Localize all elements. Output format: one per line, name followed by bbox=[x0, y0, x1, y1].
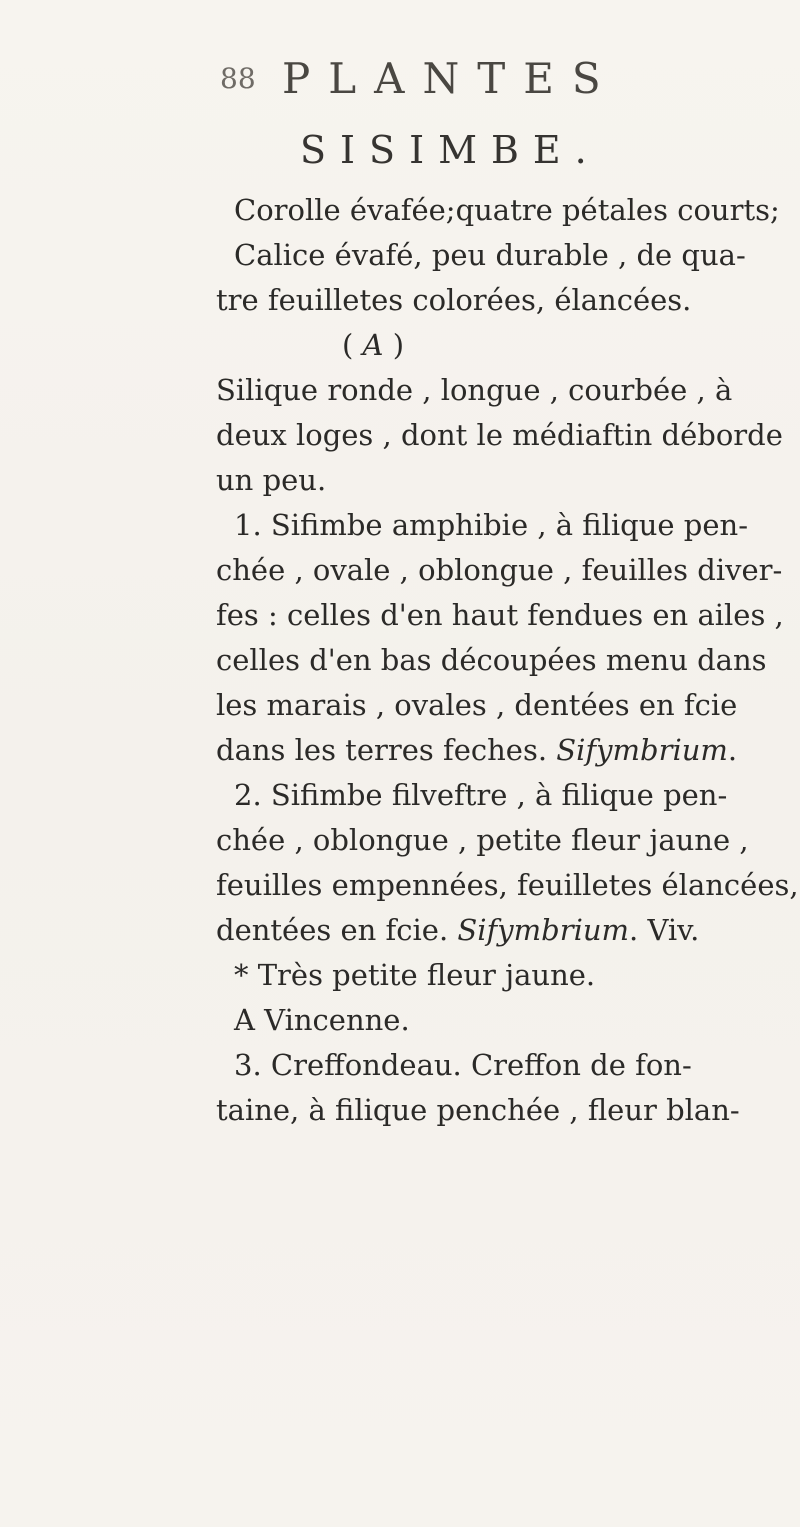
text-line: Silique ronde , longue , courbée , à bbox=[216, 373, 733, 407]
running-head: PLANTES bbox=[282, 54, 619, 103]
latin-name: Sifymbrium bbox=[457, 913, 630, 947]
text-line: A Vincenne. bbox=[234, 1003, 410, 1037]
text-line: celles d'en bas découpées menu dans bbox=[216, 643, 767, 677]
text-line: taine, à filique penchée , fleur blan- bbox=[216, 1093, 740, 1127]
text-line: Corolle évafée;quatre pétales courts; bbox=[234, 193, 780, 227]
figure-reference: ( A ) bbox=[342, 328, 405, 362]
body-text bbox=[216, 188, 800, 1133]
text-line: 1. Sifimbe amphibie , à filique pen- bbox=[234, 508, 748, 542]
figure-letter: A bbox=[362, 328, 384, 362]
page-number: 88 bbox=[220, 62, 256, 95]
text-line: chée , oblongue , petite fleur jaune , bbox=[216, 823, 749, 857]
text-line: dentées en fcie. Sifymbrium. Viv. bbox=[216, 913, 700, 947]
text-line: fes : celles d'en haut fendues en ailes , bbox=[216, 598, 784, 632]
text-line: 3. Creffondeau. Creffon de fon- bbox=[234, 1048, 692, 1082]
text-line: les marais , ovales , dentées en fcie bbox=[216, 688, 738, 722]
text-line: * Très petite fleur jaune. bbox=[234, 958, 596, 992]
latin-name: Sifymbrium bbox=[556, 733, 728, 767]
text-line: feuilles empennées, feuilletes élancées, bbox=[216, 868, 799, 902]
text-line: chée , ovale , oblongue , feuilles diver- bbox=[216, 553, 783, 587]
section-title: SISIMBE. bbox=[300, 128, 601, 172]
text-line: tre feuilletes colorées, élancées. bbox=[216, 283, 692, 317]
text-line: 2. Sifimbe filveftre , à filique pen- bbox=[234, 778, 728, 812]
text-line: Calice évafé, peu durable , de qua- bbox=[234, 238, 746, 272]
text-line: dans les terres feches. Sifymbrium. bbox=[216, 733, 738, 767]
page-header bbox=[0, 54, 800, 122]
text-line: deux loges , dont le médiaftin déborde bbox=[216, 418, 783, 452]
text-line: un peu. bbox=[216, 463, 327, 497]
